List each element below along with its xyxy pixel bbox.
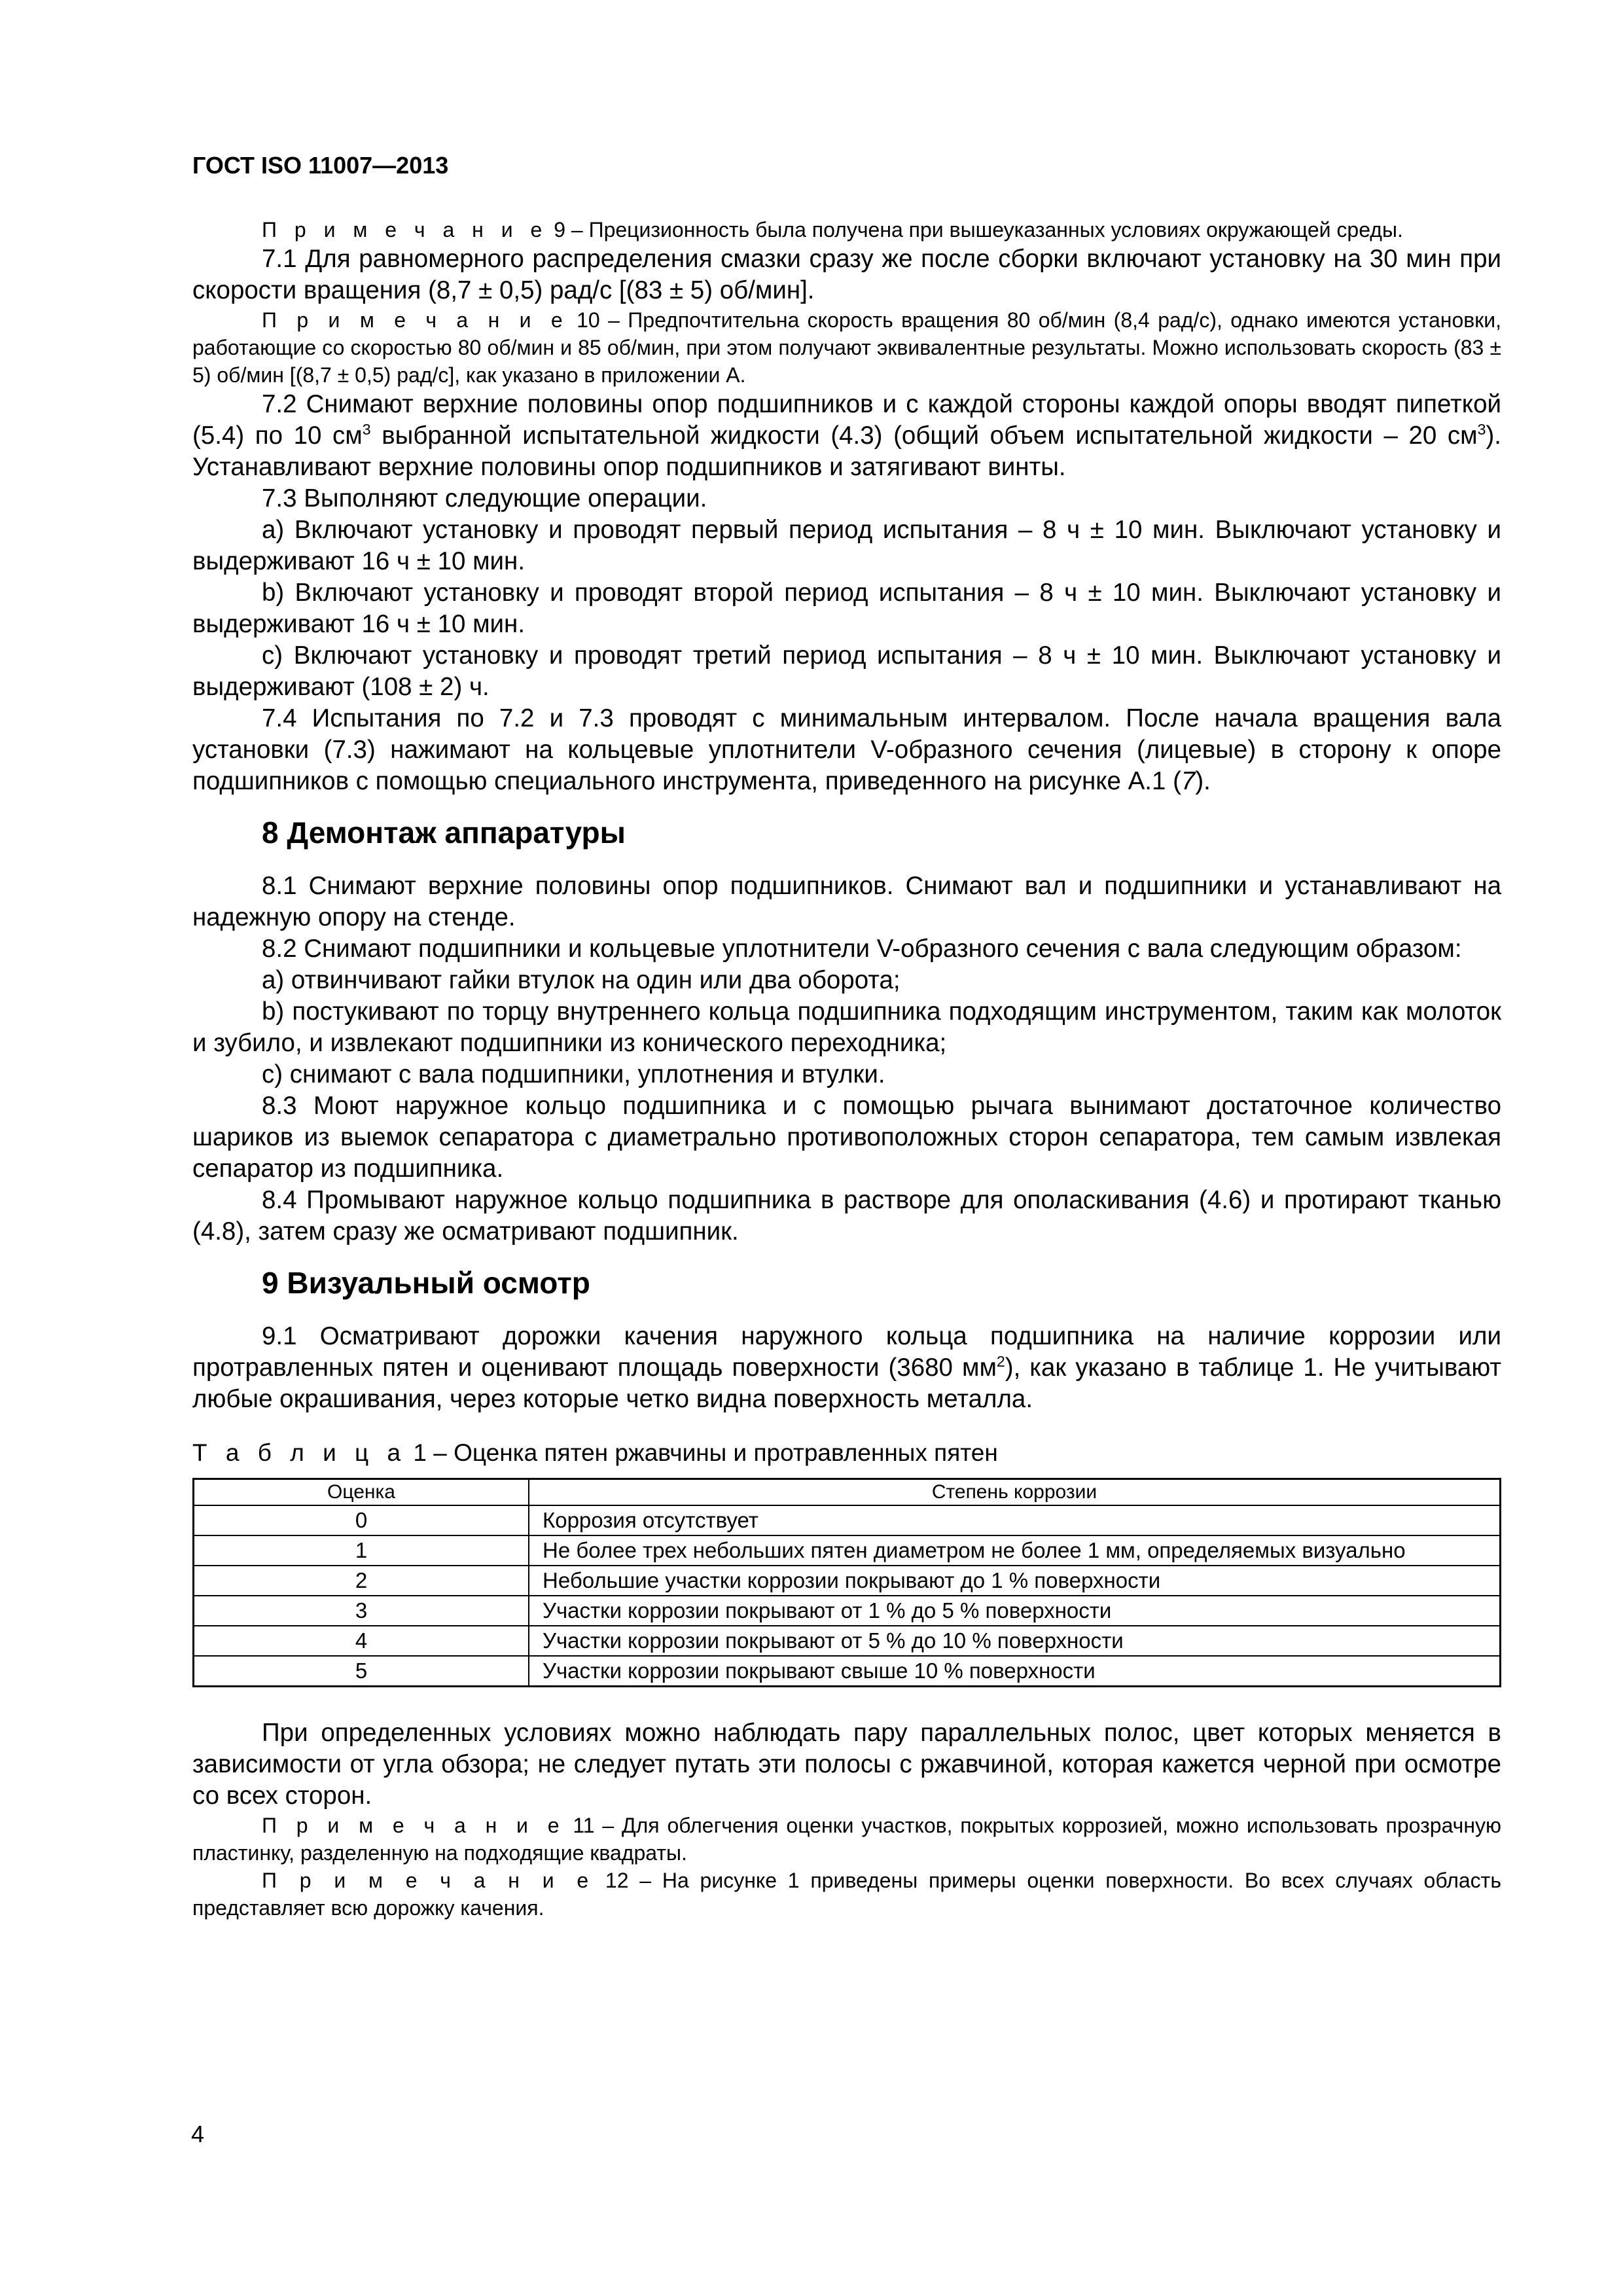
note-label: П р и м е ч а н и е	[262, 218, 548, 242]
text-run: выбранной испытательной жидкости (4.3) (общий объем испытательной жидкости – 20 см	[370, 422, 1478, 450]
section-heading-8: 8 Демонтаж аппаратуры	[262, 816, 626, 850]
paragraph-8-4: 8.4 Промывают наружное кольцо подшипника в растворе для ополаскивания (4.6) и протирают тканью (4.8), затем сразу же осматривают подшипник.	[192, 1186, 1501, 1246]
document-body	[192, 216, 1501, 1922]
list-item-8-2-a: а) отвинчивают гайки втулок на один или два оборота;	[262, 966, 901, 994]
note-10	[192, 306, 1501, 389]
table-row	[194, 1596, 1501, 1626]
cell-grade: 3	[194, 1596, 529, 1626]
table-row	[194, 1656, 1501, 1687]
note-11	[192, 1812, 1501, 1867]
note-9	[192, 216, 1501, 243]
cell-grade: 2	[194, 1566, 529, 1596]
text-run: ), как указано в таблице 1. Не учитывают любые окрашивания, через которые четко видна поверхность металла.	[192, 1354, 1502, 1413]
reference-link[interactable]: 7	[1181, 767, 1196, 795]
paragraph-7-1: 7.1 Для равномерного распределения смазки сразу же после сборки включают установку на 30 мин при скорости вращения (8,7 ± 0,5) рад/с [(83 ± 5) об/мин].	[192, 245, 1501, 304]
cell-desc: Небольшие участки коррозии покрывают до 1 % поверхности	[529, 1566, 1501, 1596]
note-label: П р и м е ч а н и е	[262, 308, 569, 332]
cell-desc: Участки коррозии покрывают от 1 % до 5 % поверхности	[529, 1596, 1501, 1626]
section-heading-9: 9 Визуальный осмотр	[262, 1266, 590, 1300]
note-label: П р и м е ч а н и е	[262, 1869, 595, 1892]
superscript: 2	[996, 1353, 1005, 1371]
cell-desc: Не более трех небольших пятен диаметром не более 1 мм, определяемых визуально	[529, 1535, 1501, 1566]
paragraph-after-table: При определенных условиях можно наблюдать пару параллельных полос, цвет которых меняется в зависимости от угла обзора; не следует путать эти полосы с ржавчиной, которая кажется черной при осмотре со всех сторон.	[192, 1719, 1501, 1810]
paragraph-8-1: 8.1 Снимают верхние половины опор подшипников. Снимают вал и подшипники и устанавливают на надежную опору на стенде.	[192, 872, 1501, 931]
paragraph-8-3: 8.3 Моют наружное кольцо подшипника и с помощью рычага вынимают достаточное количество шариков из выемок сепаратора с диаметрально противоположных сторон сепаратора, тем самым извлекая сепаратор из подшипника.	[192, 1092, 1501, 1183]
document-header: ГОСТ ISO 11007—2013	[192, 152, 449, 179]
page-number: 4	[191, 2121, 205, 2147]
paragraph-9-1	[192, 1321, 1501, 1415]
note-text: 12 – На рисунке 1 приведены примеры оценки поверхности. Во всех случаях область представляет всю дорожку качения.	[192, 1869, 1502, 1920]
table-row	[194, 1626, 1501, 1656]
table-row	[194, 1505, 1501, 1535]
table-header-row	[194, 1479, 1501, 1506]
table-caption-label: Т а б л и ц а	[192, 1439, 407, 1466]
superscript: 3	[362, 421, 371, 439]
cell-grade: 4	[194, 1626, 529, 1656]
column-header-grade: Оценка	[194, 1479, 529, 1506]
paragraph-7-2	[192, 389, 1501, 483]
cell-grade: 5	[194, 1656, 529, 1687]
cell-desc: Коррозия отсутствует	[529, 1505, 1501, 1535]
note-label: П р и м е ч а н и е	[262, 1814, 565, 1837]
column-header-degree: Степень коррозии	[529, 1479, 1501, 1506]
list-item-7-3-a: а) Включают установку и проводят первый период испытания – 8 ч ± 10 мин. Выключают установку и выдерживают 16 ч ± 10 мин.	[192, 516, 1501, 575]
list-item-7-3-c: с) Включают установку и проводят третий период испытания – 8 ч ± 10 мин. Выключают установку и выдерживают (108 ± 2) ч.	[192, 641, 1501, 701]
cell-grade: 1	[194, 1535, 529, 1566]
note-text: 9 – Прецизионность была получена при вышеуказанных условиях окружающей среды.	[548, 218, 1403, 242]
text-run: ). Устанавливают верхние половины опор подшипников и затягивают винты.	[192, 422, 1501, 481]
paragraph-8-2: 8.2 Снимают подшипники и кольцевые уплотнители V-образного сечения с вала следующим образом:	[262, 935, 1462, 963]
corrosion-table	[192, 1478, 1501, 1687]
note-text: 10 – Предпочтительна скорость вращения 80 об/мин (8,4 рад/с), однако имеются установки, работающие со скоростью 80 об/мин и 85 об/мин, при этом получают эквивалентные результаты. Можно использовать скорость (83 ± 5) об/мин [(8,7 ± 0,5) рад/с], как указано в приложении А.	[192, 308, 1502, 387]
text-run: 9.1 Осматривают дорожки качения наружного кольца подшипника на наличие коррозии или протравленных пятен и оценивают площадь поверхности (3680 мм	[192, 1322, 1501, 1382]
cell-desc: Участки коррозии покрывают свыше 10 % поверхности	[529, 1656, 1501, 1687]
paragraph-7-3: 7.3 Выполняют следующие операции.	[262, 484, 707, 512]
note-text: 11 – Для облегчения оценки участков, покрытых коррозией, можно использовать прозрачную пластинку, разделенную на подходящие квадраты.	[192, 1814, 1502, 1865]
text-run: 7.2 Снимают верхние половины опор подшипников и с каждой стороны каждой опоры вводят пипеткой (5.4) по 10 см	[192, 390, 1501, 450]
list-item-7-3-b: b) Включают установку и проводят второй период испытания – 8 ч ± 10 мин. Выключают установку и выдерживают 16 ч ± 10 мин.	[192, 579, 1501, 638]
text-run: ).	[1195, 767, 1211, 795]
list-item-8-2-b: b) постукивают по торцу внутреннего кольца подшипника подходящим инструментом, таким как молоток и зубило, и извлекают подшипники из конического переходника;	[192, 997, 1501, 1057]
table-caption-text: 1 – Оценка пятен ржавчины и протравленных пятен	[406, 1439, 998, 1466]
text-run: 7.4 Испытания по 7.2 и 7.3 проводят с минимальным интервалом. После начала вращения вала установки (7.3) нажимают на кольцевые уплотнители V-образного сечения (лицевые) в сторону к опоре подшипников с помощью специального инструмента, приведенного на рисунке А.1 (	[192, 704, 1501, 795]
cell-grade: 0	[194, 1505, 529, 1535]
note-12	[192, 1867, 1501, 1922]
table-row	[194, 1535, 1501, 1566]
cell-desc: Участки коррозии покрывают от 5 % до 10 % поверхности	[529, 1626, 1501, 1656]
table-row	[194, 1566, 1501, 1596]
paragraph-7-4	[192, 703, 1501, 797]
superscript: 3	[1477, 421, 1486, 439]
list-item-8-2-c: с) снимают с вала подшипники, уплотнения и втулки.	[262, 1060, 885, 1088]
table-caption	[192, 1437, 1501, 1469]
